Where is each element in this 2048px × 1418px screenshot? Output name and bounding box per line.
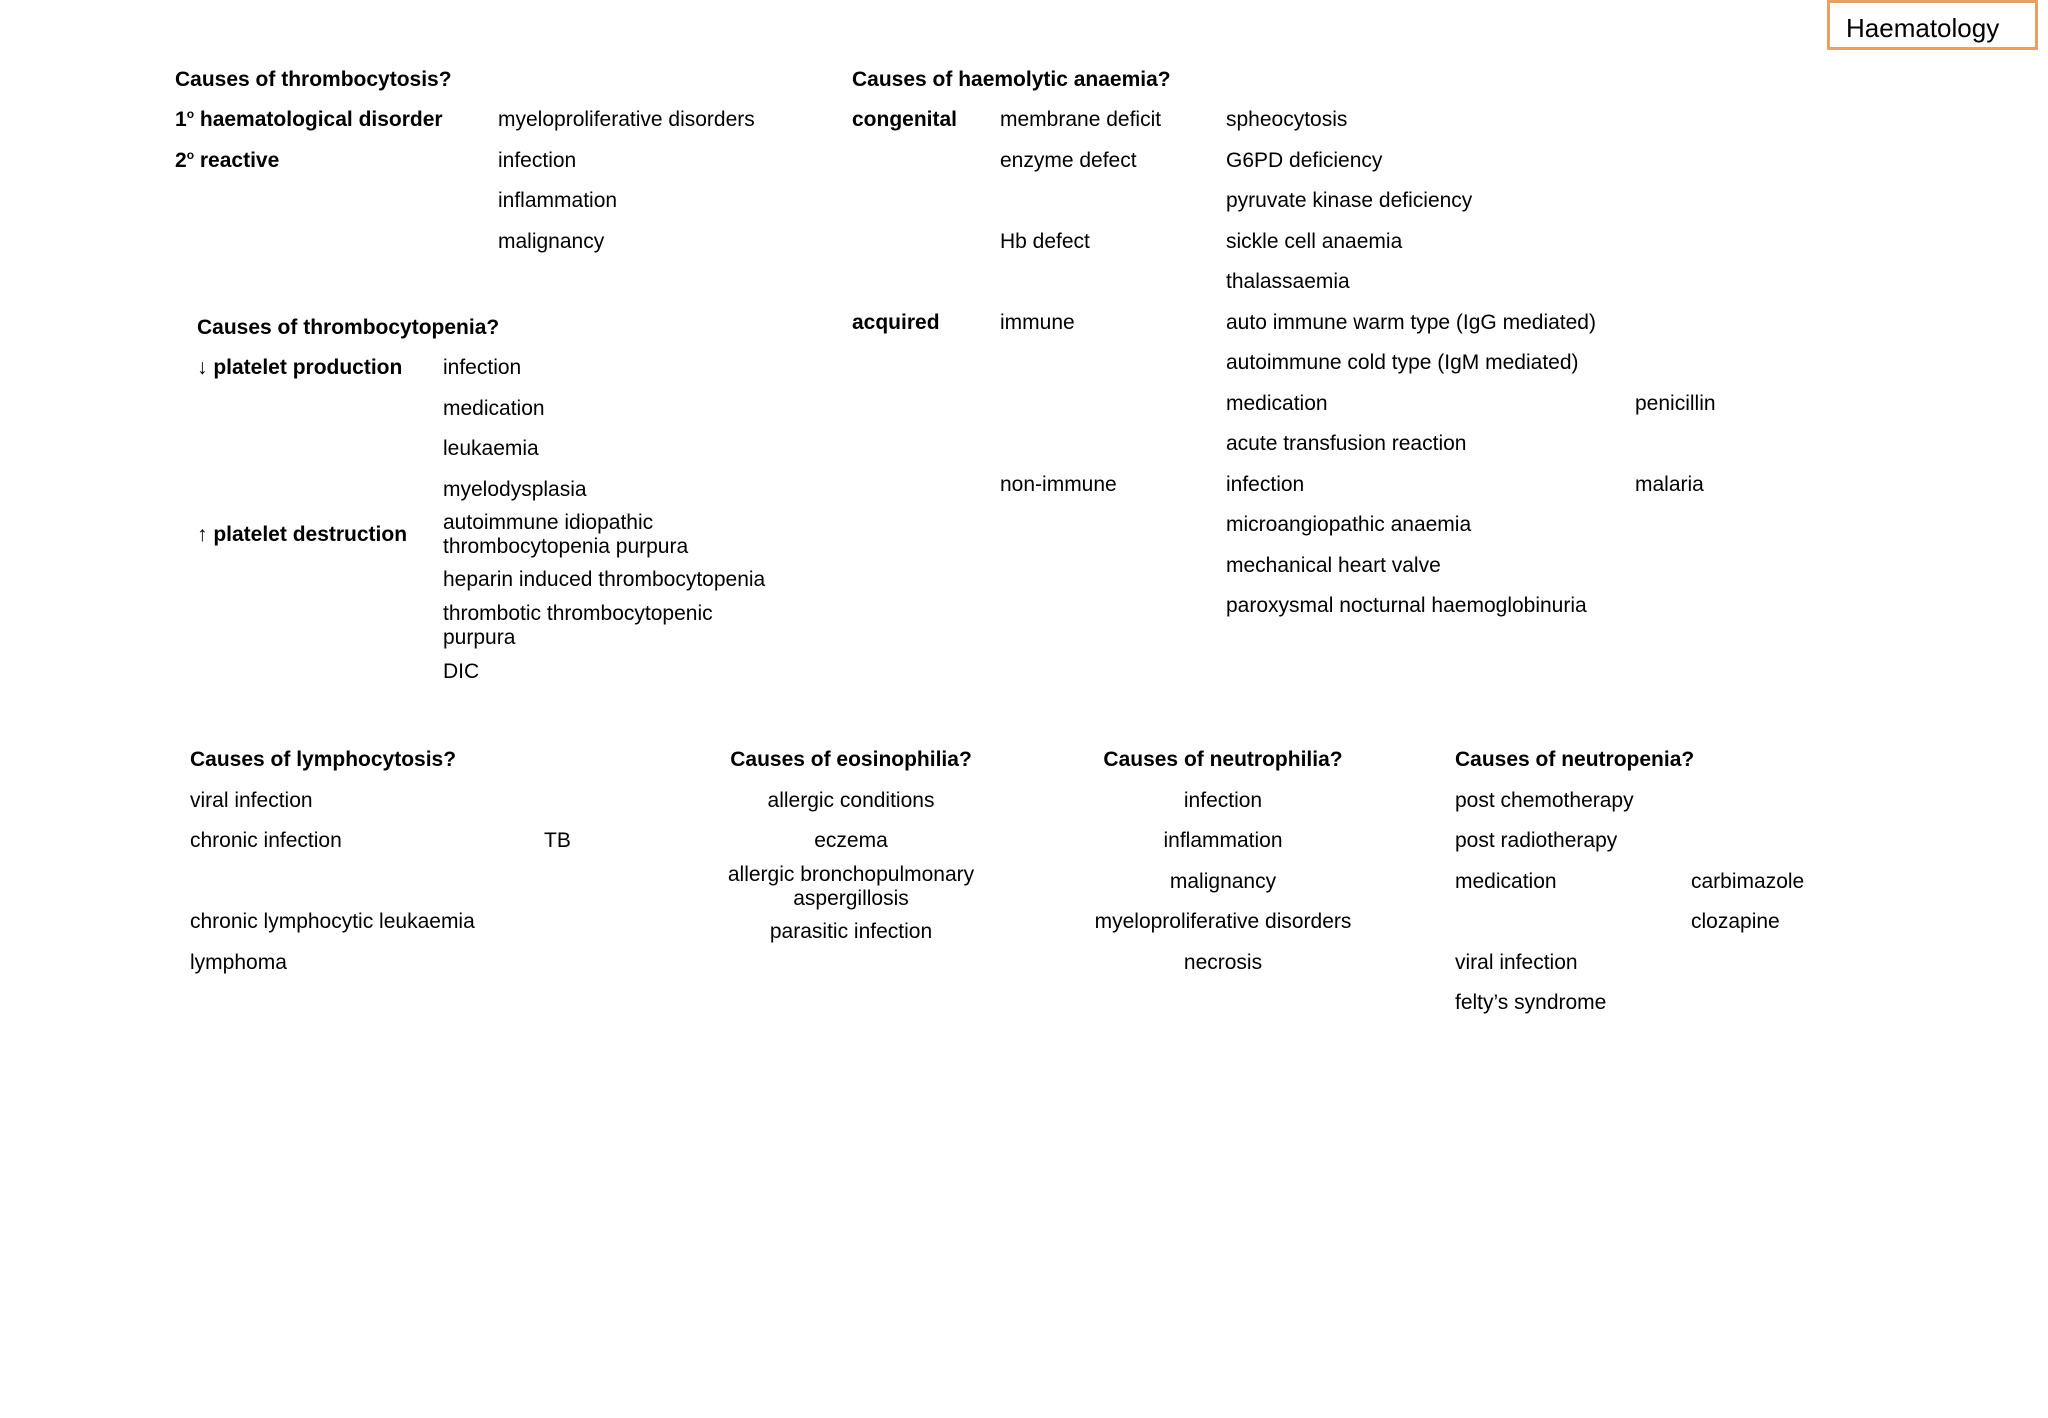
list-item: medication [443, 397, 545, 420]
example-item: penicillin [1635, 392, 1716, 415]
list-item: infection [1226, 473, 1305, 496]
list-item: medication [1455, 870, 1557, 893]
haemolytic-title: Causes of haemolytic anaemia? [852, 68, 1171, 91]
list-item: malignancy [1169, 870, 1277, 893]
list-item: infection [443, 356, 522, 379]
hb-label: Hb defect [1000, 230, 1090, 253]
section-tag: Haematology [1827, 0, 2038, 50]
list-item: allergic conditions [767, 789, 935, 812]
primary-label: haematological disorder [199, 108, 443, 131]
immune-label: immune [1000, 311, 1075, 334]
example-item: carbimazole [1691, 870, 1805, 893]
thrombocytosis-title: Causes of thrombocytosis? [175, 68, 452, 91]
thrombocytopenia-title: Causes of thrombocytopenia? [197, 316, 500, 339]
list-item: autoimmune idiopathic thrombocytopenia purpura [443, 511, 689, 559]
list-item: thrombotic thrombocytopenic purpura [443, 602, 713, 650]
list-item: G6PD deficiency [1226, 149, 1383, 172]
list-item: mechanical heart valve [1226, 554, 1441, 577]
eosinophilia-title: Causes of eosinophilia? [730, 748, 972, 771]
list-item: thalassaemia [1226, 270, 1350, 293]
list-item: infection [1183, 789, 1263, 812]
list-item: infection [498, 149, 577, 172]
list-item: inflammation [1163, 829, 1283, 852]
list-item: heparin induced thrombocytopenia [443, 568, 766, 591]
list-item: sickle cell anaemia [1226, 230, 1403, 253]
nonimmune-label: non-immune [1000, 473, 1117, 496]
list-item: lymphoma [190, 951, 287, 974]
acquired-label: acquired [852, 311, 940, 334]
list-item: DIC [443, 660, 480, 683]
example-item: malaria [1635, 473, 1704, 496]
list-item: pyruvate kinase deficiency [1226, 189, 1473, 212]
neutrophilia-title: Causes of neutrophilia? [1103, 748, 1343, 771]
list-item: autoimmune cold type (IgM mediated) [1226, 351, 1579, 374]
secondary-num: 2 [175, 149, 187, 172]
list-item: auto immune warm type (IgG mediated) [1226, 311, 1596, 334]
list-item: post chemotherapy [1455, 789, 1634, 812]
list-item: allergic bronchopulmonary aspergillosis [727, 863, 975, 911]
destruction-label: ↑ platelet destruction [197, 523, 408, 546]
list-item: chronic lymphocytic leukaemia [190, 910, 475, 933]
list-item: viral infection [1455, 951, 1578, 974]
secondary-cause-label [175, 149, 279, 173]
list-item: myeloproliferative disorders [1094, 910, 1352, 933]
list-item: spheocytosis [1226, 108, 1348, 131]
membrane-label: membrane deficit [1000, 108, 1162, 131]
list-item: felty’s syndrome [1455, 991, 1607, 1014]
list-item: parasitic infection [769, 920, 933, 943]
example-item: TB [544, 829, 571, 852]
lymphocytosis-title: Causes of lymphocytosis? [190, 748, 457, 771]
list-item: inflammation [498, 189, 618, 212]
primary-sup: o [186, 107, 195, 121]
primary-cause-label [175, 108, 443, 132]
list-item: acute transfusion reaction [1226, 432, 1467, 455]
list-item: eczema [814, 829, 888, 852]
secondary-sup: o [186, 148, 195, 162]
list-item: necrosis [1183, 951, 1263, 974]
neutropenia-title: Causes of neutropenia? [1455, 748, 1695, 771]
list-item: viral infection [190, 789, 313, 812]
list-item: myelodysplasia [443, 478, 587, 501]
list-item: paroxysmal nocturnal haemoglobinuria [1226, 594, 1587, 617]
list-item: post radiotherapy [1455, 829, 1618, 852]
secondary-label: reactive [199, 149, 280, 172]
production-label: ↓ platelet production [197, 356, 403, 379]
enzyme-label: enzyme defect [1000, 149, 1137, 172]
list-item: myeloproliferative disorders [498, 108, 755, 131]
list-item: malignancy [498, 230, 605, 253]
list-item: microangiopathic anaemia [1226, 513, 1472, 536]
congenital-label: congenital [852, 108, 958, 131]
list-item: leukaemia [443, 437, 539, 460]
list-item: medication [1226, 392, 1328, 415]
example-item: clozapine [1691, 910, 1780, 933]
primary-num: 1 [175, 108, 187, 131]
list-item: chronic infection [190, 829, 342, 852]
